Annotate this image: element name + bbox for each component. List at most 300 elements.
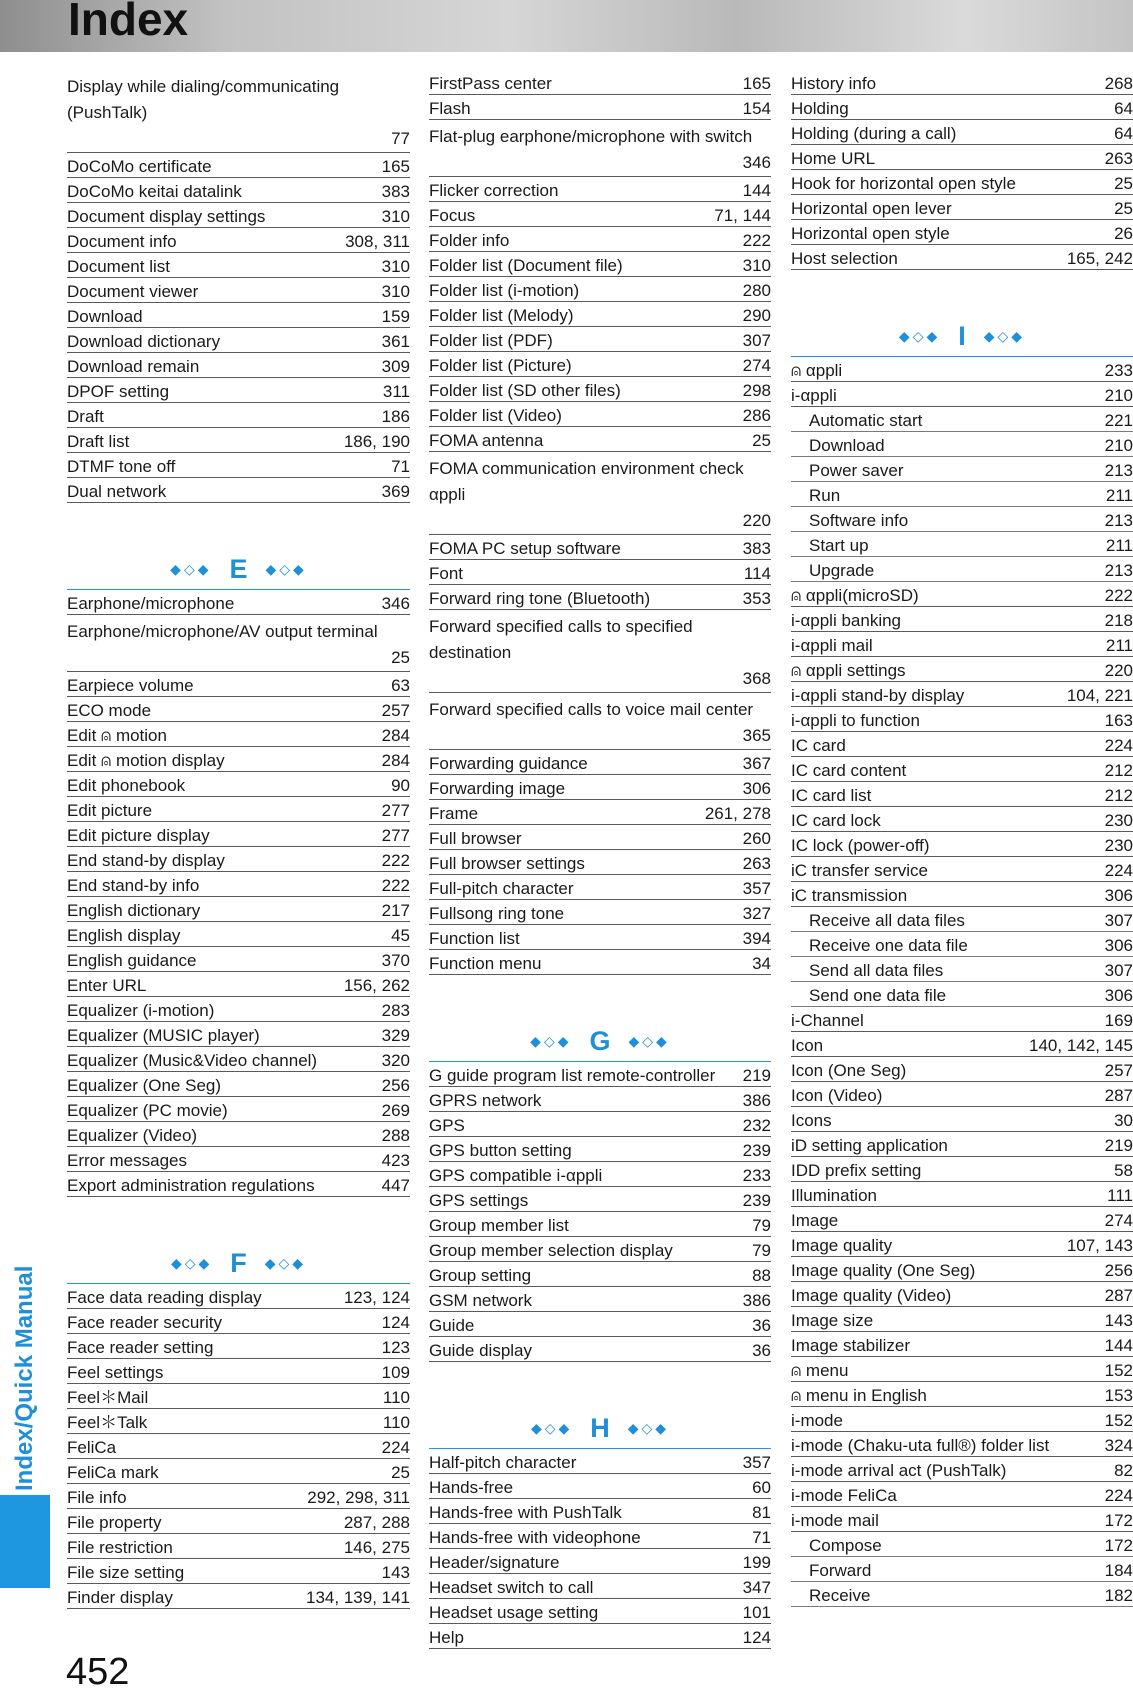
section-decoration-left: ◆◇◆ (530, 1032, 572, 1049)
index-entry (67, 847, 410, 872)
entry-page-ref: 172 (1104, 1511, 1133, 1530)
entry-page-ref: 222 (742, 231, 771, 250)
entry-term: Forwarding image (429, 779, 566, 798)
entry-page-ref: 263 (1104, 149, 1133, 168)
entry-term: Folder list (Melody) (429, 306, 574, 325)
index-entry (791, 582, 1133, 607)
index-subentry (791, 982, 1133, 1007)
entry-page-ref: 26 (1114, 224, 1133, 243)
index-entry (429, 1212, 771, 1237)
entry-term: Horizontal open style (791, 224, 950, 243)
entry-page-ref: 361 (381, 332, 410, 351)
entry-page-ref: 357 (742, 879, 771, 898)
index-entry (67, 1022, 410, 1047)
entry-term: English display (67, 926, 181, 945)
index-entry (429, 585, 771, 610)
index-entry (67, 378, 410, 403)
entry-term: Home URL (791, 149, 876, 168)
index-entry (429, 377, 771, 402)
index-entry (67, 772, 410, 797)
entry-page-ref: 165 (742, 74, 771, 93)
entry-term: Image size (791, 1311, 874, 1330)
entry-term: Host selection (791, 249, 898, 268)
index-entry (67, 1172, 410, 1197)
entry-page-ref: 224 (1104, 861, 1133, 880)
index-entry (67, 353, 410, 378)
index-entry (791, 682, 1133, 707)
index-entry (429, 402, 771, 427)
index-subentry (791, 1582, 1133, 1607)
entry-term: Horizontal open lever (791, 199, 952, 218)
entry-term: i-αppli stand-by display (791, 686, 965, 705)
entry-term: Full browser (429, 829, 522, 848)
entry-term: Finder display (67, 1588, 173, 1607)
index-entry (791, 382, 1133, 407)
entry-page-ref: 165, 242 (1066, 249, 1133, 268)
entry-term: Equalizer (Music&Video channel) (67, 1051, 318, 1070)
entry-page-ref: 64 (1114, 99, 1133, 118)
index-entry (67, 453, 410, 478)
entry-page-ref: 104, 221 (1066, 686, 1133, 705)
entry-term: Face reader security (67, 1313, 222, 1332)
entry-term: Forward ring tone (Bluetooth) (429, 589, 651, 608)
index-entry (791, 1282, 1133, 1307)
index-entry (67, 797, 410, 822)
index-entry (791, 1332, 1133, 1357)
entry-page-ref: 182 (1104, 1586, 1133, 1605)
entry-term: iD setting application (791, 1136, 948, 1155)
entry-page-ref: 159 (381, 307, 410, 326)
entry-page-ref: 220 (742, 511, 771, 530)
index-entry (429, 775, 771, 800)
entry-page-ref: 306 (1104, 936, 1133, 955)
index-entry (429, 1549, 771, 1574)
entry-term: Document info (67, 232, 177, 251)
entry-term: Equalizer (PC movie) (67, 1101, 228, 1120)
entry-term: Automatic start (809, 411, 923, 430)
entry-page-ref: 307 (1104, 911, 1133, 930)
entry-page-ref: 310 (381, 282, 410, 301)
entry-term: Font (429, 564, 464, 583)
entry-page-ref: 156, 262 (343, 976, 410, 995)
index-entry (67, 897, 410, 922)
index-entry (791, 882, 1133, 907)
entry-page-ref: 292, 298, 311 (307, 1488, 410, 1507)
entry-page-ref: 309 (381, 357, 410, 376)
entry-term: Software info (809, 511, 909, 530)
entry-page-ref: 310 (381, 207, 410, 226)
section-decoration-right: ◆◇◆ (627, 1419, 670, 1436)
entry-term: FOMA communication environment check αppli (429, 459, 744, 504)
index-entry (67, 697, 410, 722)
index-entry (67, 1122, 410, 1147)
entry-page-ref: 152 (1104, 1411, 1133, 1430)
entry-page-ref: 327 (742, 904, 771, 923)
index-entry (791, 1382, 1133, 1407)
index-subentry (791, 1532, 1133, 1557)
page-number: 452 (66, 1651, 130, 1693)
entry-term: Folder list (Picture) (429, 356, 572, 375)
entry-term: ⍝ αppli (791, 361, 843, 380)
entry-term: IC card list (791, 786, 872, 805)
entry-page-ref: 210 (1104, 386, 1133, 405)
entry-term: Document display settings (67, 207, 266, 226)
entry-term: Export administration regulations (67, 1176, 315, 1195)
index-entry (791, 782, 1133, 807)
entry-term: Run (809, 486, 841, 505)
index-entry (67, 403, 410, 428)
entry-page-ref: 212 (1104, 786, 1133, 805)
side-tab-marker (0, 1495, 50, 1588)
entry-term: Download (809, 436, 885, 455)
index-entry (791, 1482, 1133, 1507)
index-entry (67, 1409, 410, 1434)
index-entry (791, 170, 1133, 195)
index-entry (67, 947, 410, 972)
entry-term: Earpiece volume (67, 676, 194, 695)
entry-page-ref: 290 (742, 306, 771, 325)
entry-term: English guidance (67, 951, 197, 970)
entry-term: DPOF setting (67, 382, 170, 401)
entry-term: End stand-by info (67, 876, 200, 895)
section-decoration-left: ◆◇◆ (530, 1419, 573, 1436)
index-entry (791, 1182, 1133, 1207)
entry-term: Receive (809, 1586, 871, 1605)
index-entry (429, 1312, 771, 1337)
entry-term: Headset usage setting (429, 1603, 599, 1622)
index-entry (429, 1574, 771, 1599)
index-entry (791, 1432, 1133, 1457)
entry-term: Edit ⍝ motion (67, 726, 167, 745)
entry-term: Folder list (Document file) (429, 256, 623, 275)
entry-page-ref: 274 (1104, 1211, 1133, 1230)
index-entry (791, 145, 1133, 170)
entry-page-ref: 230 (1104, 811, 1133, 830)
entry-page-ref: 283 (381, 1001, 410, 1020)
entry-term: Half-pitch character (429, 1453, 577, 1472)
entry-term: Compose (809, 1536, 882, 1555)
entry-term: Help (429, 1628, 464, 1647)
index-entry (791, 95, 1133, 120)
entry-page-ref: 71 (752, 1528, 771, 1547)
entry-page-ref: 58 (1114, 1161, 1133, 1180)
entry-term: Hands-free (429, 1478, 514, 1497)
entry-page-ref: 277 (381, 801, 410, 820)
index-entry (67, 1434, 410, 1459)
entry-page-ref: 346 (742, 153, 771, 172)
index-entry (67, 1359, 410, 1384)
entry-term: Start up (809, 536, 869, 555)
entry-term: GSM network (429, 1291, 532, 1310)
entry-page-ref: 110 (382, 1388, 410, 1407)
index-entry (67, 1484, 410, 1509)
index-entry (67, 1459, 410, 1484)
entry-term: Document viewer (67, 282, 199, 301)
entry-page-ref: 124 (742, 1628, 771, 1647)
entry-term: ⍝ menu in English (791, 1386, 927, 1405)
entry-term: Image stabilizer (791, 1336, 911, 1355)
entry-page-ref: 163 (1104, 711, 1133, 730)
entry-page-ref: 213 (1104, 461, 1133, 480)
index-entry (429, 800, 771, 825)
index-entry (791, 1157, 1133, 1182)
index-subentry (791, 457, 1133, 482)
index-entry (429, 1624, 771, 1649)
index-entry (791, 1307, 1133, 1332)
entry-page-ref: 25 (1114, 199, 1133, 218)
entry-term: Guide (429, 1316, 475, 1335)
entry-term: Display while dialing/communicating (PushTalk) (67, 77, 340, 122)
entry-term: Icons (791, 1111, 832, 1130)
entry-page-ref: 268 (1104, 74, 1133, 93)
entry-page-ref: 25 (1114, 174, 1133, 193)
entry-term: i-αppli banking (791, 611, 902, 630)
entry-term: Upgrade (809, 561, 875, 580)
entry-term: ⍝ αppli(microSD) (791, 586, 919, 605)
entry-page-ref: 169 (1104, 1011, 1133, 1030)
entry-page-ref: 447 (381, 1176, 410, 1195)
entry-page-ref: 25 (752, 431, 771, 450)
entry-term: Flicker correction (429, 181, 559, 200)
index-entry (791, 832, 1133, 857)
index-entry (429, 427, 771, 452)
index-entry (67, 1047, 410, 1072)
index-subentry (791, 507, 1133, 532)
entry-page-ref: 90 (391, 776, 410, 795)
entry-term: Folder info (429, 231, 510, 250)
index-entry (429, 560, 771, 585)
index-entry (67, 722, 410, 747)
entry-page-ref: 383 (381, 182, 410, 201)
index-subentry (791, 1557, 1133, 1582)
entry-page-ref: 107, 143 (1066, 1236, 1133, 1255)
entry-page-ref: 123, 124 (343, 1288, 410, 1307)
index-entry (67, 1309, 410, 1334)
index-entry (429, 1062, 771, 1087)
section-header-f (67, 1243, 410, 1284)
entry-page-ref: 311 (382, 382, 410, 401)
index-entry (67, 328, 410, 353)
entry-term: Full-pitch character (429, 879, 574, 898)
index-entry (429, 925, 771, 950)
entry-page-ref: 386 (742, 1291, 771, 1310)
entry-term: Download remain (67, 357, 200, 376)
index-entry (67, 1509, 410, 1534)
index-entry (791, 1032, 1133, 1057)
entry-term: Earphone/microphone (67, 594, 235, 613)
index-entry (791, 757, 1133, 782)
index-entry (791, 120, 1133, 145)
index-entry (67, 278, 410, 303)
section-letter: H (590, 1412, 610, 1443)
index-entry (791, 1357, 1133, 1382)
index-entry (791, 632, 1133, 657)
entry-page-ref: 222 (1104, 586, 1133, 605)
entry-page-ref: 239 (742, 1191, 771, 1210)
entry-term: FeliCa mark (67, 1463, 159, 1482)
entry-term: File info (67, 1488, 127, 1507)
entry-page-ref: 383 (742, 539, 771, 558)
entry-page-ref: 287 (1104, 1286, 1133, 1305)
entry-term: IDD prefix setting (791, 1161, 922, 1180)
index-column-3 (791, 70, 1133, 1607)
entry-page-ref: 25 (391, 1463, 410, 1482)
entry-page-ref: 298 (742, 381, 771, 400)
entry-page-ref: 81 (752, 1503, 771, 1522)
entry-page-ref: 257 (381, 701, 410, 720)
section-letter: I (958, 320, 966, 351)
index-entry (429, 120, 771, 177)
index-entry (429, 70, 771, 95)
entry-term: FOMA PC setup software (429, 539, 621, 558)
entry-page-ref: 60 (752, 1478, 771, 1497)
index-entry (67, 997, 410, 1022)
entry-page-ref: 186 (381, 407, 410, 426)
entry-term: Document list (67, 257, 170, 276)
entry-page-ref: 101 (742, 1603, 771, 1622)
entry-page-ref: 199 (742, 1553, 771, 1572)
entry-page-ref: 30 (1114, 1111, 1133, 1130)
entry-term: Folder list (PDF) (429, 331, 553, 350)
index-entry (429, 1449, 771, 1474)
entry-term: Function menu (429, 954, 542, 973)
entry-page-ref: 79 (752, 1241, 771, 1260)
index-entry (429, 1262, 771, 1287)
entry-term: Receive one data file (809, 936, 968, 955)
entry-term: Header/signature (429, 1553, 560, 1572)
index-entry (429, 1137, 771, 1162)
entry-page-ref: 146, 275 (343, 1538, 410, 1557)
entry-page-ref: 288 (381, 1126, 410, 1145)
index-entry (67, 1559, 410, 1584)
entry-page-ref: 219 (742, 1066, 771, 1085)
entry-term: Group member list (429, 1216, 569, 1235)
entry-page-ref: 261, 278 (704, 804, 771, 823)
index-entry (791, 857, 1133, 882)
entry-term: Function list (429, 929, 520, 948)
entry-term: Dual network (67, 482, 167, 501)
index-entry (67, 1534, 410, 1559)
entry-page-ref: 277 (381, 826, 410, 845)
entry-term: Earphone/microphone/AV output terminal (67, 622, 378, 641)
entry-term: Draft list (67, 432, 130, 451)
entry-term: Power saver (809, 461, 904, 480)
entry-page-ref: 222 (381, 876, 410, 895)
index-entry (791, 357, 1133, 382)
entry-page-ref: 143 (1104, 1311, 1133, 1330)
section-decoration-right: ◆◇◆ (628, 1032, 670, 1049)
entry-page-ref: 320 (381, 1051, 410, 1070)
entry-page-ref: 353 (742, 589, 771, 608)
entry-term: Folder list (SD other files) (429, 381, 621, 400)
entry-page-ref: 111 (1107, 1186, 1133, 1205)
entry-page-ref: 153 (1104, 1386, 1133, 1405)
entry-page-ref: 165 (381, 157, 410, 176)
entry-page-ref: 25 (391, 648, 410, 667)
index-entry (429, 825, 771, 850)
entry-term: Icon (Video) (791, 1086, 883, 1105)
entry-page-ref: 306 (1104, 986, 1133, 1005)
index-subentry (791, 557, 1133, 582)
index-entry (791, 245, 1133, 270)
entry-term: i-mode FeliCa (791, 1486, 897, 1505)
entry-term: Image (791, 1211, 839, 1230)
entry-page-ref: 172 (1104, 1536, 1133, 1555)
index-subentry (791, 907, 1133, 932)
entry-term: i-mode (791, 1411, 843, 1430)
entry-page-ref: 221 (1104, 411, 1133, 430)
index-subentry (791, 532, 1133, 557)
entry-page-ref: 110 (382, 1413, 410, 1432)
entry-page-ref: 154 (742, 99, 771, 118)
index-entry (67, 253, 410, 278)
entry-term: ⍝ αppli settings (791, 661, 906, 680)
entry-term: Receive all data files (809, 911, 965, 930)
index-entry (429, 693, 771, 750)
entry-term: DoCoMo certificate (67, 157, 212, 176)
index-entry (429, 875, 771, 900)
index-entry (67, 1284, 410, 1309)
entry-term: i-mode arrival act (PushTalk) (791, 1461, 1007, 1480)
entry-page-ref: 324 (1104, 1436, 1133, 1455)
section-decoration-left: ◆◇◆ (170, 1254, 213, 1271)
entry-term: Image quality (791, 1236, 893, 1255)
section-header-h (429, 1408, 771, 1449)
entry-term: End stand-by display (67, 851, 225, 870)
entry-term: Icon (One Seg) (791, 1061, 907, 1080)
entry-term: Headset switch to call (429, 1578, 594, 1597)
entry-page-ref: 184 (1104, 1561, 1133, 1580)
index-entry (791, 1107, 1133, 1132)
index-entry (67, 1097, 410, 1122)
index-entry (429, 252, 771, 277)
entry-page-ref: 367 (742, 754, 771, 773)
entry-term: Group setting (429, 1266, 532, 1285)
entry-page-ref: 365 (742, 726, 771, 745)
entry-page-ref: 232 (742, 1116, 771, 1135)
entry-page-ref: 210 (1104, 436, 1133, 455)
index-entry (791, 732, 1133, 757)
index-entry (791, 807, 1133, 832)
entry-term: Face reader setting (67, 1338, 214, 1357)
index-entry (791, 1082, 1133, 1107)
entry-term: Send all data files (809, 961, 944, 980)
entry-term: iC transmission (791, 886, 908, 905)
entry-term: Flash (429, 99, 471, 118)
section-letter: F (230, 1247, 247, 1278)
entry-page-ref: 219 (1104, 1136, 1133, 1155)
entry-term: i-αppli (791, 386, 837, 405)
section-letter: E (229, 553, 248, 584)
entry-page-ref: 213 (1104, 561, 1133, 580)
index-entry (67, 1147, 410, 1172)
entry-page-ref: 284 (381, 726, 410, 745)
entry-page-ref: 213 (1104, 511, 1133, 530)
entry-term: IC card (791, 736, 846, 755)
entry-page-ref: 36 (752, 1341, 771, 1360)
entry-term: Folder list (Video) (429, 406, 562, 425)
index-entry (429, 302, 771, 327)
entry-page-ref: 211 (1105, 536, 1133, 555)
entry-term: i-mode mail (791, 1511, 879, 1530)
index-entry (429, 850, 771, 875)
entry-term: Icon (791, 1036, 824, 1055)
index-entry (67, 1384, 410, 1409)
index-entry (429, 202, 771, 227)
side-tab (0, 1263, 50, 1588)
entry-page-ref: 306 (742, 779, 771, 798)
entry-term: GPS button setting (429, 1141, 572, 1160)
